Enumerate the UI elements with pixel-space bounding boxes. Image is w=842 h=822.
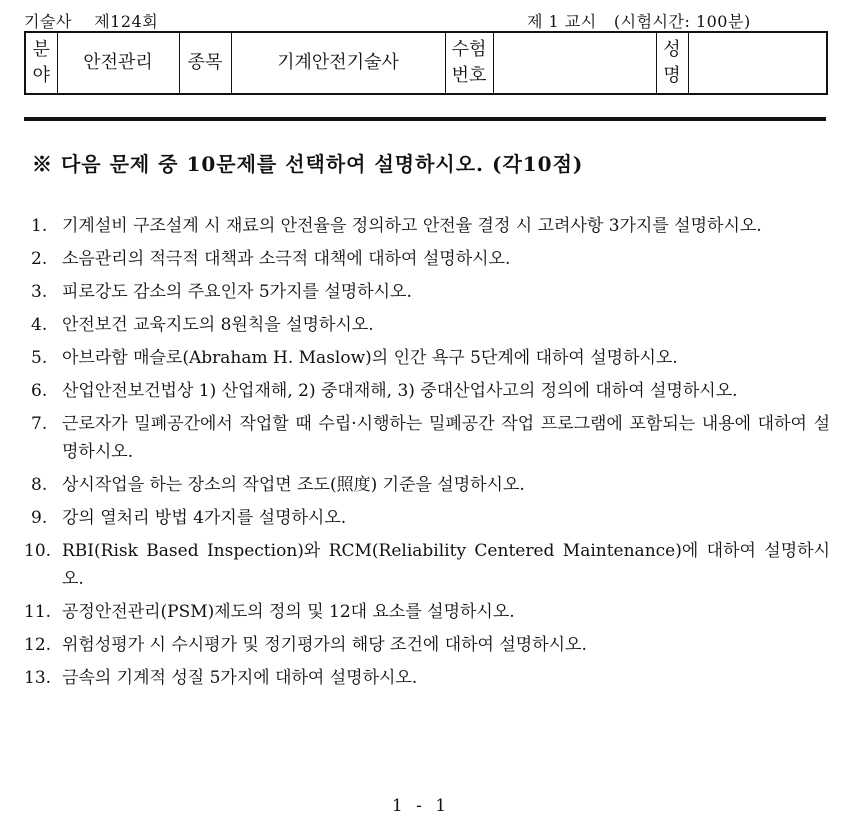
question-number: 2. (31, 249, 48, 269)
category-value: 기계안전기술사 (277, 52, 399, 73)
name-label-top: 성 (663, 39, 681, 60)
question-number: 3. (31, 282, 48, 302)
name-label-cell (656, 32, 688, 94)
question-item (24, 410, 830, 466)
question-number: 12. (24, 635, 52, 655)
name-label-bottom: 명 (663, 65, 681, 86)
question-number: 13. (24, 668, 52, 688)
question-item (24, 598, 830, 626)
header-divider (24, 117, 826, 121)
question-text: 상시작업을 하는 장소의 작업면 조도(照度) 기준을 설명하시오. (62, 475, 525, 495)
question-number: 9. (31, 508, 48, 528)
question-text: 산업안전보건법상 1) 산업재해, 2) 중대재해, 3) 중대산업사고의 정의에 대하여 설명하시오. (62, 381, 738, 401)
session-label: 제 1 교시 (527, 12, 597, 31)
question-text: 소음관리의 적극적 대책과 소극적 대책에 대하여 설명하시오. (62, 249, 511, 269)
question-text: 기계설비 구조설계 시 재료의 안전율을 정의하고 안전율 결정 시 고려사항 3가지를 설명하시오. (62, 216, 762, 236)
question-item (24, 311, 830, 339)
name-field[interactable] (688, 32, 827, 94)
field-value: 안전관리 (83, 52, 153, 73)
exam-number-label-bottom: 번호 (451, 65, 487, 86)
exam-number-field[interactable] (493, 32, 656, 94)
exam-number-label-top: 수험 (451, 39, 487, 60)
question-number: 7. (31, 414, 48, 434)
field-label-cell (25, 32, 57, 94)
question-text: 금속의 기계적 성질 5가지에 대하여 설명하시오. (62, 668, 418, 688)
question-text: RBI(Risk Based Inspection)와 RCM(Reliability Centered Maintenance)에 대하여 설명하시오. (62, 541, 830, 589)
question-item (24, 631, 830, 659)
question-text: 강의 열처리 방법 4가지를 설명하시오. (62, 508, 347, 528)
question-item (24, 278, 830, 306)
category-label: 종목 (187, 52, 223, 73)
question-number: 10. (24, 541, 52, 561)
exam-round-label (24, 9, 158, 32)
exam-type: 기술사 (24, 12, 72, 31)
question-number: 6. (31, 381, 48, 401)
question-text: 안전보건 교육지도의 8원칙을 설명하시오. (62, 315, 374, 335)
page-number: 1 - 1 (391, 796, 451, 816)
question-text: 아브라함 매슬로(Abraham H. Maslow)의 인간 욕구 5단계에 대하여 설명하시오. (62, 348, 678, 368)
question-list (24, 212, 830, 697)
question-number: 1. (31, 216, 48, 236)
category-label-cell (179, 32, 231, 94)
question-number: 8. (31, 475, 48, 495)
question-text: 위험성평가 시 수시평가 및 정기평가의 해당 조건에 대하여 설명하시오. (62, 635, 587, 655)
question-item (24, 344, 830, 372)
question-number: 5. (31, 348, 48, 368)
instruction-text: ※ 다음 문제 중 10문제를 선택하여 설명하시오. (각10점) (32, 152, 584, 176)
question-number: 11. (24, 602, 52, 622)
question-text: 공정안전관리(PSM)제도의 정의 및 12대 요소를 설명하시오. (62, 602, 515, 622)
field-label-bottom: 야 (32, 65, 50, 86)
question-item (24, 212, 830, 240)
question-item (24, 471, 830, 499)
field-label-top: 분 (32, 39, 50, 60)
question-item (24, 664, 830, 692)
question-item (24, 245, 830, 273)
question-item (24, 537, 830, 593)
category-value-cell (231, 32, 445, 94)
question-item (24, 504, 830, 532)
question-item (24, 377, 830, 405)
question-text: 근로자가 밀폐공간에서 작업할 때 수립·시행하는 밀폐공간 작업 프로그램에 포함되는 내용에 대하여 설명하시오. (62, 414, 830, 462)
exam-round: 제124회 (94, 12, 159, 31)
exam-info-table (24, 31, 828, 95)
exam-number-label-cell (445, 32, 493, 94)
time-limit: (시험시간: 100분) (613, 12, 751, 31)
session-info (527, 9, 757, 32)
field-value-cell (57, 32, 179, 94)
question-number: 4. (31, 315, 48, 335)
question-text: 피로강도 감소의 주요인자 5가지를 설명하시오. (62, 282, 412, 302)
